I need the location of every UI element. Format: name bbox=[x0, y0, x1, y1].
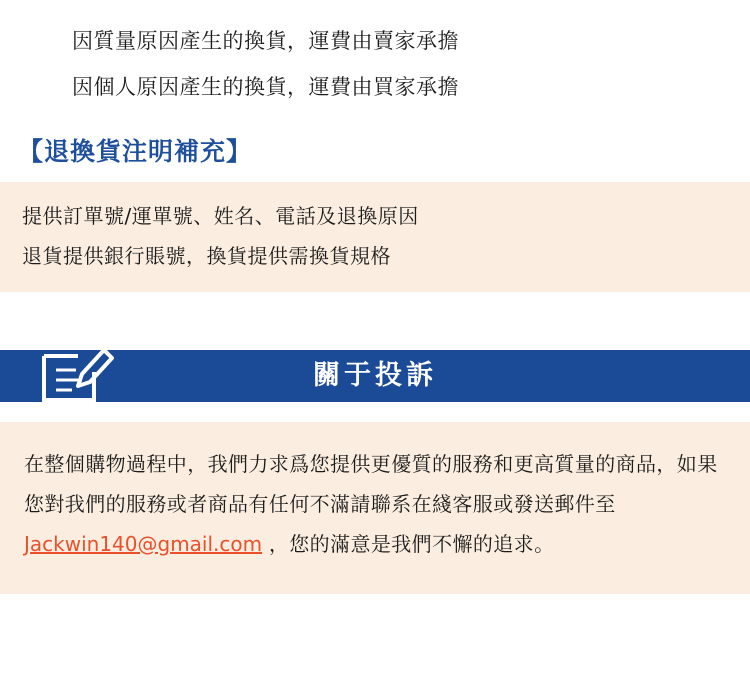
section-note-line: 退貨提供銀行賬號，換貨提供需換貨規格 bbox=[22, 244, 391, 268]
section-notes-block bbox=[0, 182, 750, 292]
pencil-edit-icon bbox=[38, 338, 116, 404]
complaint-paragraph bbox=[0, 444, 750, 564]
complaint-text-before: 在整個購物過程中，我們力求爲您提供更優質的服務和更高質量的商品，如果您對我們的服務或者商品有任何不滿請聯系在綫客服或發送郵件至 bbox=[24, 452, 718, 516]
return-policy-line: 因質量原因產生的換貨，運費由賣家承擔 bbox=[72, 29, 459, 53]
complaint-banner bbox=[0, 338, 750, 406]
support-email-link[interactable]: Jackwin140@gmail.com bbox=[24, 532, 263, 556]
section-heading: 【退換貨注明補充】 bbox=[18, 137, 253, 166]
complaint-text-after: ，您的滿意是我們不懈的追求。 bbox=[262, 532, 555, 556]
complaint-text-block bbox=[0, 422, 750, 594]
section-note-line: 提供訂單號/運單號、姓名、電話及退換原因 bbox=[22, 204, 419, 228]
banner-title: 關于投訴 bbox=[313, 360, 437, 391]
return-policy-lines bbox=[0, 0, 750, 110]
return-policy-line: 因個人原因產生的換貨，運費由買家承擔 bbox=[72, 75, 459, 99]
